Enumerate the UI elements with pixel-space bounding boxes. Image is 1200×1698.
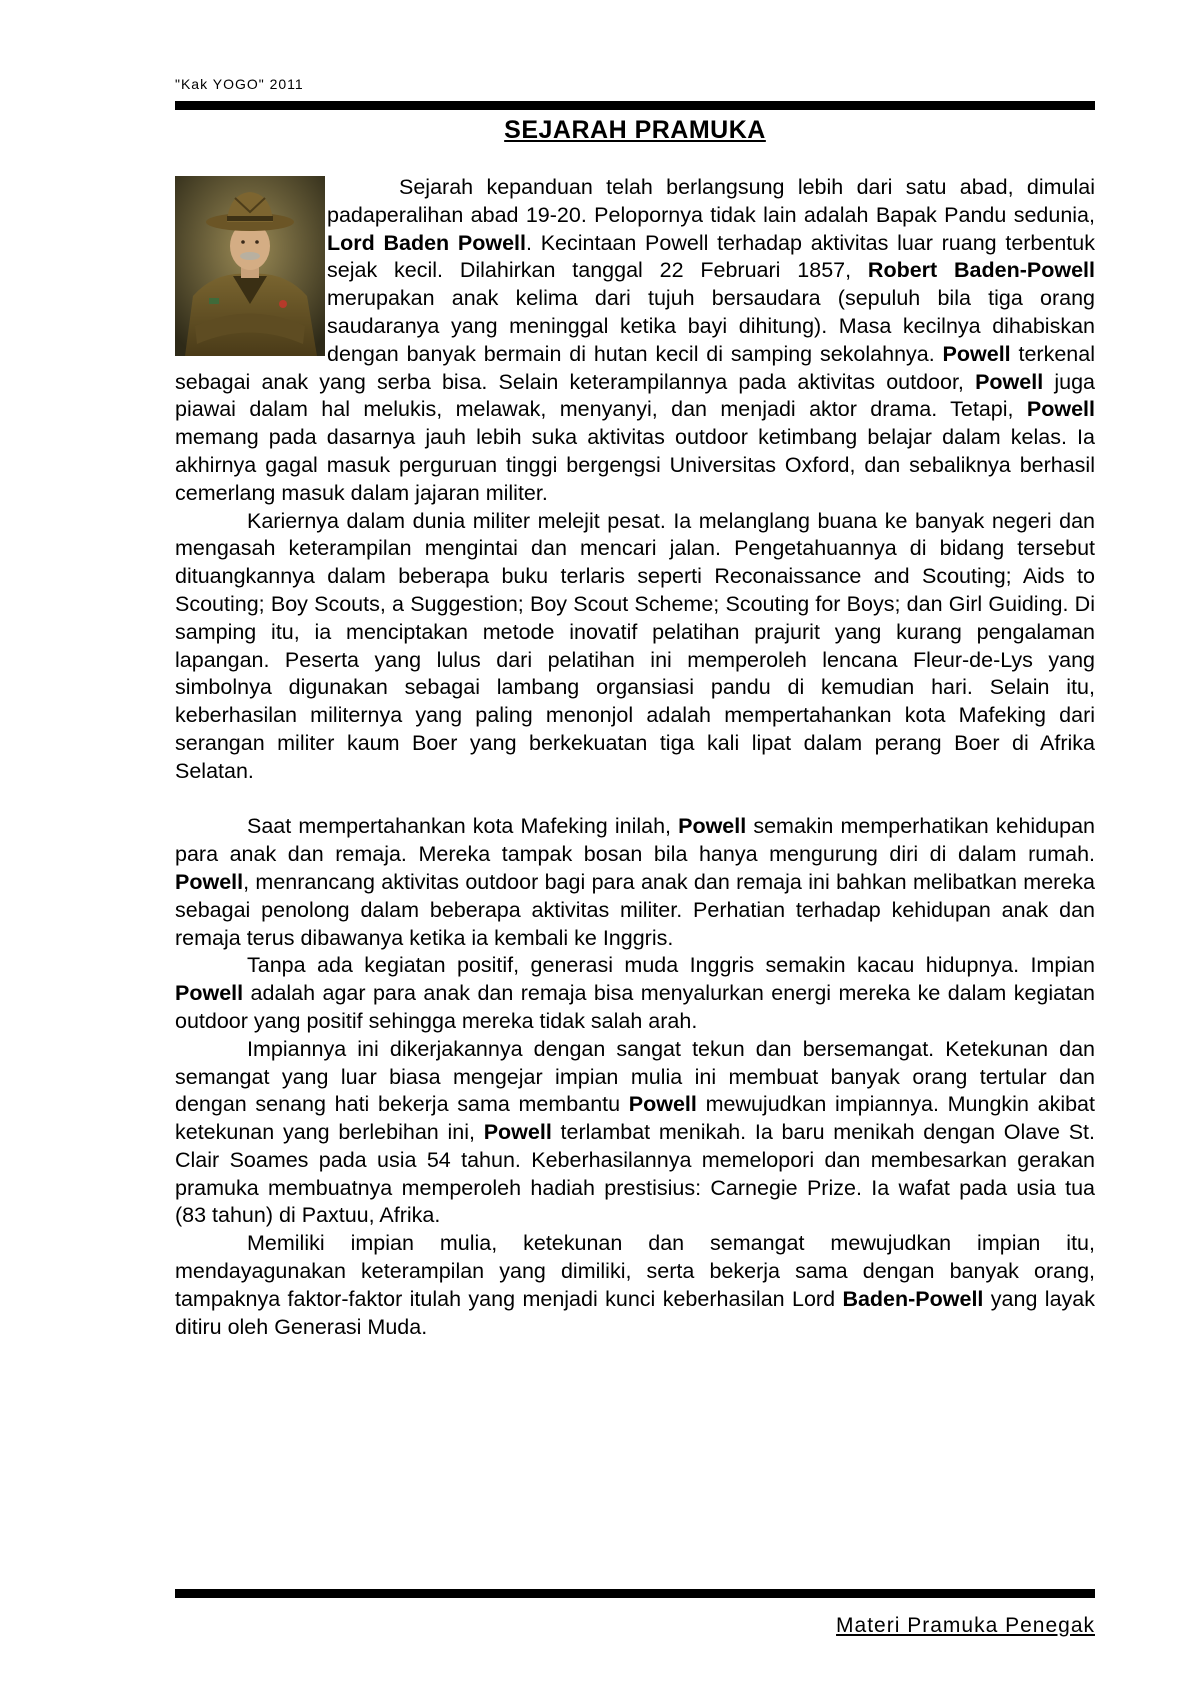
footer-label: Materi Pramuka Penegak (836, 1614, 1095, 1637)
bottom-divider (175, 1589, 1095, 1598)
page-title: SEJARAH PRAMUKA (504, 116, 766, 144)
top-divider (175, 101, 1095, 110)
paragraph-4: Tanpa ada kegiatan positif, generasi muda Inggris semakin kacau hidupnya. Impian Powell adalah agar para anak dan remaja bisa menyalurkan energi mereka ke dalam kegiatan outdoor yang positif sehingga mereka tidak salah arah. (175, 953, 1095, 1033)
header-label: "Kak YOGO" 2011 (175, 76, 304, 92)
portrait-photo-icon (175, 176, 325, 356)
paragraph-2: Kariernya dalam dunia militer melejit pesat. Ia melanglang buana ke banyak negeri dan mengasah keterampilan mengintai dan mencari jalan. Pengetahuannya di bidang tersebut dituangkannya dalam beberapa buku terlaris seperti Reconaissance and Scouting; Aids to Scouting; Boy Scouts, a Suggestion; Boy Scout Scheme; Scouting for Boys; dan Girl Guiding. Di samping itu, ia menciptakan metode inovatif pelatihan prajurit yang kurang pengalaman lapangan. Peserta yang lulus dari pelatihan ini memperoleh lencana Fleur-de-Lys yang simbolnya digunakan sebagai lambang organsiasi pandu di kemudian hari. Selain itu, keberhasilan militernya yang paling menonjol adalah mempertahankan kota Mafeking dari serangan militer kaum Boer yang berkekuatan tiga kali lipat dalam perang Boer di Afrika Selatan. (175, 508, 1095, 783)
paragraph-5: Impiannya ini dikerjakannya dengan sangat tekun dan bersemangat. Ketekunan dan semangat yang luar biasa mengejar impian mulia ini membuat banyak orang tertular dan dengan senang hati bekerja sama membantu Powell mewujudkan impiannya. Mungkin akibat ketekunan yang berlebihan ini, Powell terlambat menikah. Ia baru menikah dengan Olave St. Clair Soames pada usia 54 tahun. Keberhasilannya memelopori dan membesarkan gerakan pramuka membuatnya memperoleh hadiah prestisius: Carnegie Prize. Ia wafat pada usia tua (83 tahun) di Paxtuu, Afrika. (175, 1036, 1095, 1228)
article-body (175, 174, 1095, 1341)
paragraph-1: Sejarah kepanduan telah berlangsung lebih dari satu abad, dimulai padaperalihan abad 19-20. Pelopornya tidak lain adalah Bapak Pandu sedunia, Lord Baden Powell. Kecintaan Powell terhadap aktivitas luar ruang terbentuk sejak kecil. Dilahirkan tanggal 22 Februari 1857, Robert Baden-Powell merupakan anak kelima dari tujuh bersaudara (sepuluh bila tiga orang saudaranya yang meninggal ketika bayi dihitung). Masa kecilnya dihabiskan dengan banyak bermain di hutan kecil di samping sekolahnya. Powell terkenal sebagai anak yang serba bisa. Selain keterampilannya pada aktivitas outdoor, Powell juga piawai dalam hal melukis, melawak, menyanyi, dan menjadi aktor drama. Tetapi, Powell memang pada dasarnya jauh lebih suka aktivitas outdoor ketimbang belajar dalam kelas. Ia akhirnya gagal masuk perguruan tinggi bergengsi Universitas Oxford, dan sebaliknya berhasil cemerlang masuk dalam jajaran militer. (175, 175, 1095, 505)
paragraph-3: Saat mempertahankan kota Mafeking inilah, Powell semakin memperhatikan kehidupan para anak dan remaja. Mereka tampak bosan bila hanya mengurung diri di dalam rumah. Powell, menrancang aktivitas outdoor bagi para anak dan remaja ini bahkan melibatkan mereka sebagai penolong dalam beberapa aktivitas militer. Perhatian terhadap kehidupan anak dan remaja terus dibawanya ketika ia kembali ke Inggris. (175, 814, 1095, 950)
paragraph-6: Memiliki impian mulia, ketekunan dan semangat mewujudkan impian itu, mendayagunakan keterampilan yang dimiliki, serta bekerja sama dengan banyak orang, tampaknya faktor-faktor itulah yang menjadi kunci keberhasilan Lord Baden-Powell yang layak ditiru oleh Generasi Muda. (175, 1231, 1095, 1339)
